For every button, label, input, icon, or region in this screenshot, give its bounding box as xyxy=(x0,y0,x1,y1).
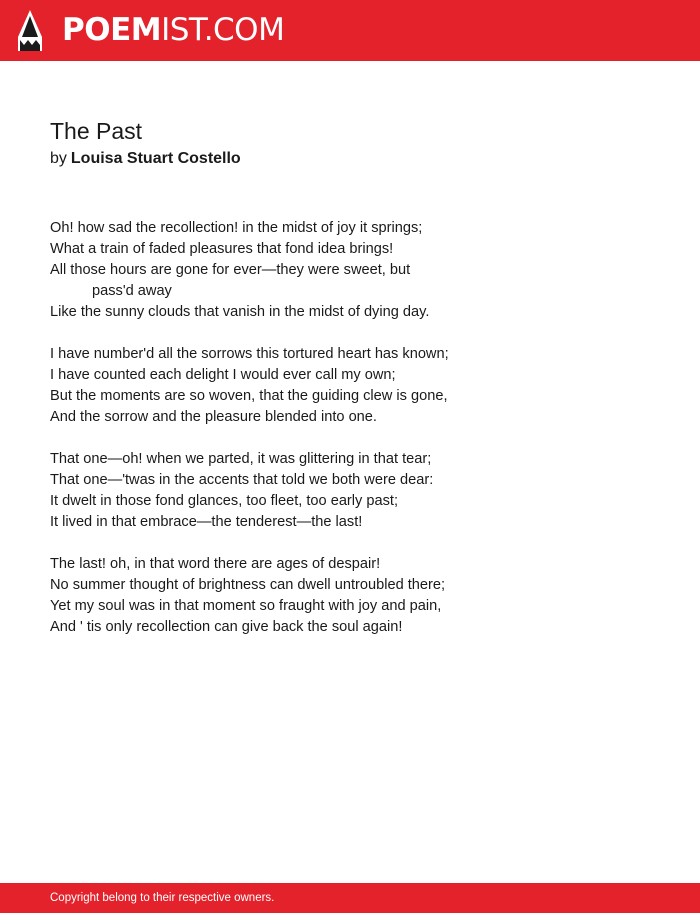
poem-title: The Past xyxy=(50,118,143,144)
poem-line: But the moments are so woven, that the guiding clew is gone, xyxy=(50,388,448,404)
byline xyxy=(50,149,241,169)
copyright-text: Copyright belong to their respective owners. xyxy=(50,892,275,904)
site-footer xyxy=(0,883,700,913)
poem-line: It dwelt in those fond glances, too fleet, too early past; xyxy=(50,493,399,509)
poem-body xyxy=(50,218,450,659)
poem-line: And the sorrow and the pleasure blended into one. xyxy=(50,409,377,425)
poem-line: What a train of faded pleasures that fond idea brings! xyxy=(50,241,394,257)
logo-light-text: IST.COM xyxy=(161,12,285,48)
poem-line: All those hours are gone for ever—they were sweet, but pass'd away xyxy=(50,262,411,299)
by-label: by xyxy=(50,150,67,167)
stanza xyxy=(50,218,450,323)
poem-line: That one—oh! when we parted, it was glittering in that tear; xyxy=(50,451,432,467)
poem-line: No summer thought of brightness can dwell untroubled there; xyxy=(50,577,446,593)
poem-line: I have counted each delight I would ever call my own; xyxy=(50,367,396,383)
site-header xyxy=(0,0,700,61)
poem-line: Like the sunny clouds that vanish in the midst of dying day. xyxy=(50,304,430,320)
poem-line: Oh! how sad the recollection! in the midst of joy it springs; xyxy=(50,220,423,236)
pencil-logo-icon xyxy=(18,10,42,51)
poem-line: It lived in that embrace—the tenderest—the last! xyxy=(50,514,363,530)
poem-line: That one—'twas in the accents that told we both were dear: xyxy=(50,472,434,488)
poem-line: I have number'd all the sorrows this tortured heart has known; xyxy=(50,346,449,362)
stanza xyxy=(50,344,450,428)
poem-line: And ' tis only recollection can give back the soul again! xyxy=(50,619,403,635)
stanza xyxy=(50,449,450,533)
poem-line: The last! oh, in that word there are ages of despair! xyxy=(50,556,381,572)
author-name: Louisa Stuart Costello xyxy=(70,150,241,167)
site-logo[interactable] xyxy=(62,12,284,48)
logo-bold-text: POEM xyxy=(62,12,162,48)
stanza xyxy=(50,554,450,638)
poem-line: Yet my soul was in that moment so fraught with joy and pain, xyxy=(50,598,442,614)
